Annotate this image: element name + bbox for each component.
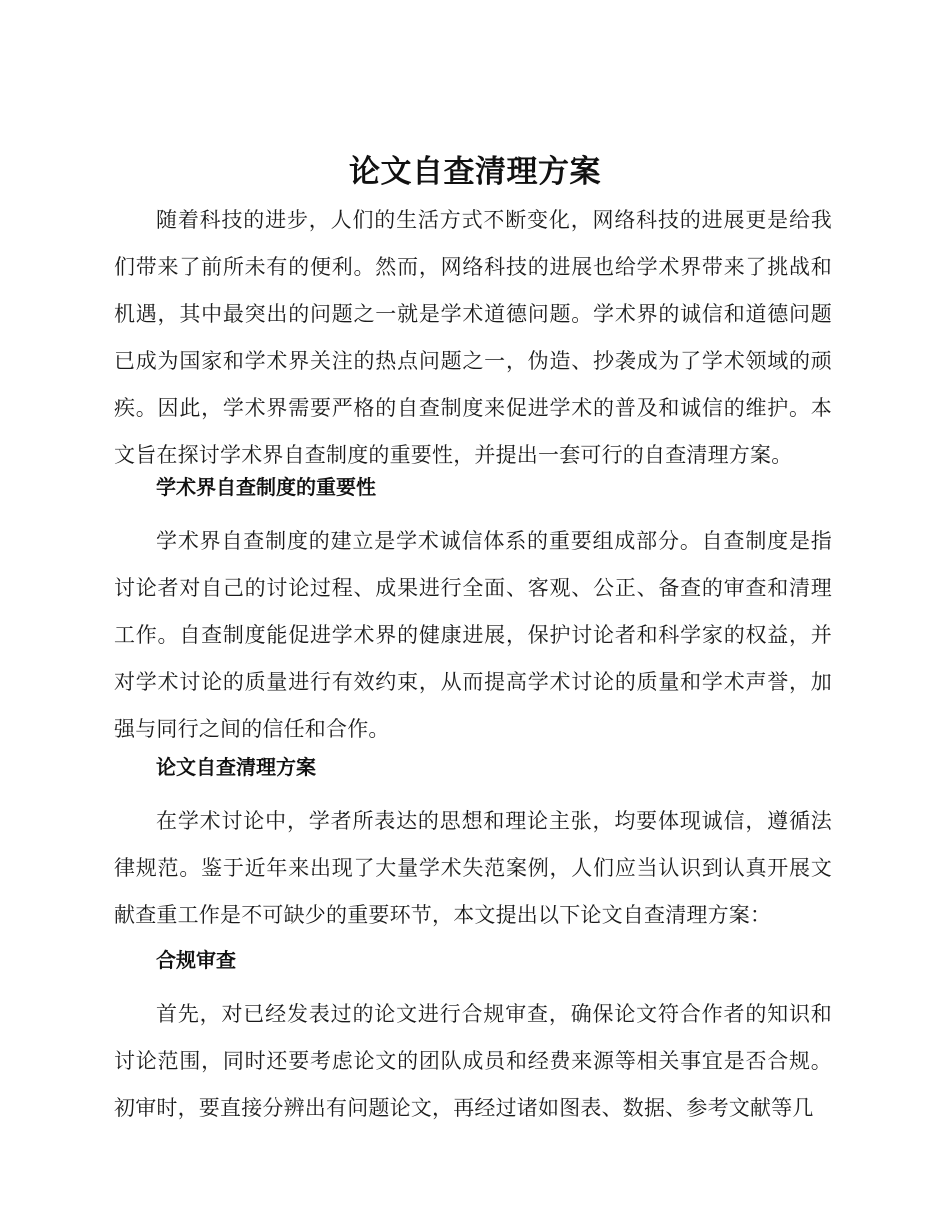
section-body-compliance: 首先，对已经发表过的论文进行合规审查，确保论文符合作者的知识和讨论范围，同时还要考虑论文的团队成员和经费来源等相关事宜是否合规。初审时，要直接分辨出有问题论文，再经过诸如图表、数据、参考文献等几 <box>114 1002 832 1120</box>
document-title: 论文自查清理方案 <box>349 154 601 190</box>
section-heading-plan: 论文自查清理方案 <box>156 755 316 779</box>
section-body-importance: 学术界自查制度的建立是学术诚信体系的重要组成部分。自查制度是指讨论者对自己的讨论过程、成果进行全面、客观、公正、备查的审查和清理工作。自查制度能促进学术界的健康进展，保护讨论者和科学家的权益，并对学术讨论的质量进行有效约束，从而提高学术讨论的质量和学术声誉，加强与同行之间的信任和合作。 <box>114 529 832 741</box>
section-heading-importance: 学术界自查制度的重要性 <box>156 475 376 499</box>
section-body-plan: 在学术讨论中，学者所表达的思想和理论主张，均要体现诚信，遵循法律规范。鉴于近年来出现了大量学术失范案例，人们应当认识到认真开展文献查重工作是不可缺少的重要环节，本文提出以下论文自查清理方案： <box>114 809 832 927</box>
intro-paragraph: 随着科技的进步，人们的生活方式不断变化，网络科技的进展更是给我们带来了前所未有的便利。然而，网络科技的进展也给学术界带来了挑战和机遇，其中最突出的问题之一就是学术道德问题。学术界的诚信和道德问题已成为国家和学术界关注的热点问题之一，伪造、抄袭成为了学术领域的顽疾。因此，学术界需要严格的自查制度来促进学术的普及和诚信的维护。本文旨在探讨学术界自查制度的重要性，并提出一套可行的自查清理方案。 <box>114 208 832 467</box>
section-heading-compliance: 合规审查 <box>156 948 236 972</box>
